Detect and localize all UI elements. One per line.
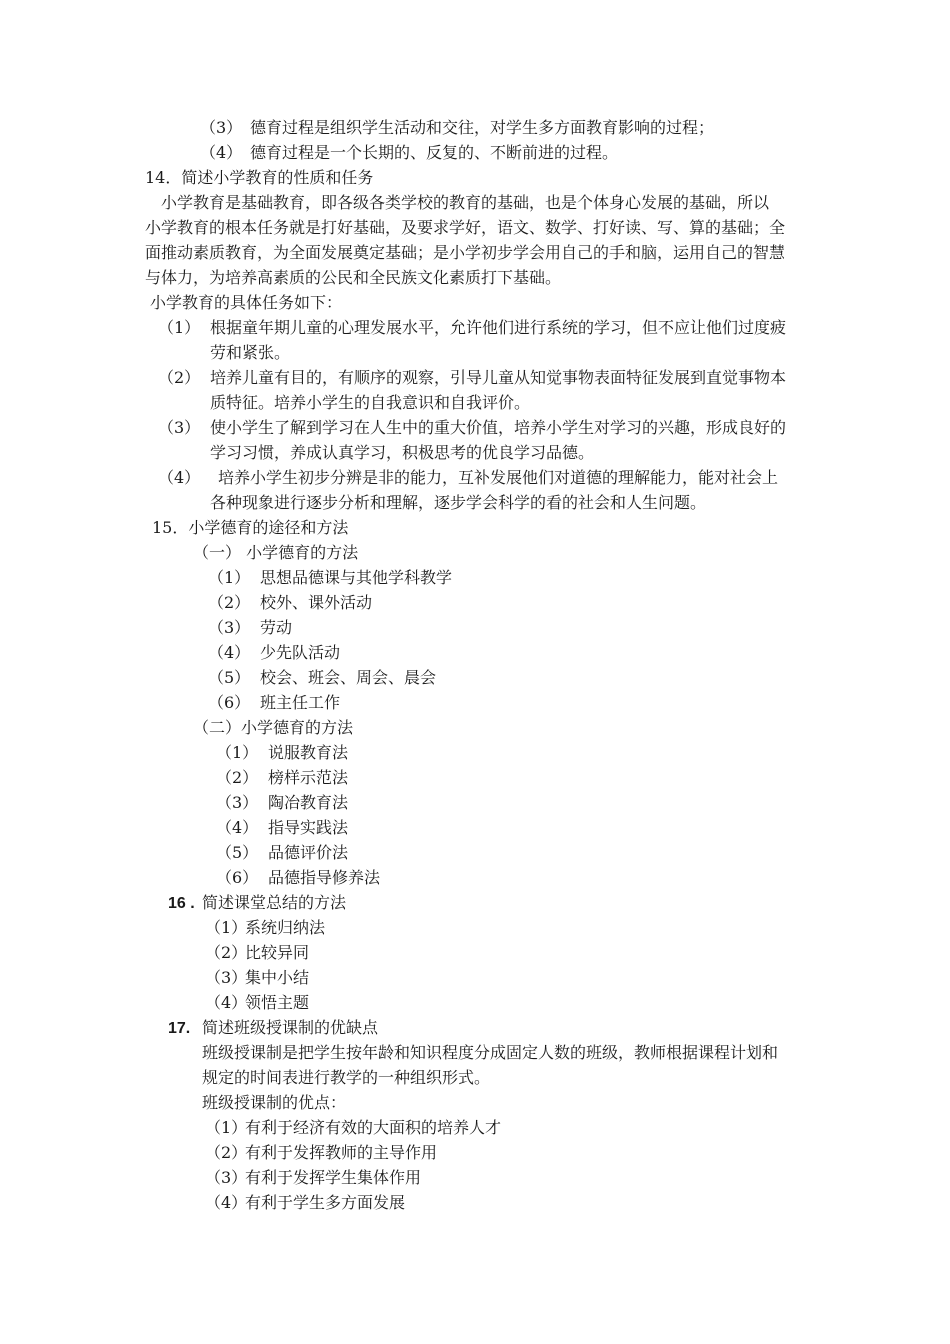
paragraph-line: 与体力，为培养高素质的公民和全民族文化素质打下基础。 [145,268,562,287]
item-number: （1） [205,918,248,937]
item-number: （3） [205,1168,248,1187]
item-number: （6） [216,868,259,887]
item-number: （4） [200,143,243,162]
item-text: 有利于发挥学生集体作用 [245,1168,422,1187]
question-number: 16 . [168,895,195,912]
list-item [205,991,309,1015]
item-number: （3） [205,968,248,987]
section-heading: （一） 小学德育的方法 [193,543,359,562]
paragraph-line: 规定的时间表进行教学的一种组织形式。 [202,1068,491,1087]
list-item [205,1116,501,1140]
list-item [208,666,436,690]
list-item [200,141,618,165]
list-item [208,616,292,640]
list-item [216,791,348,815]
item-number: （1） [216,743,259,762]
question-number: 17. [168,1020,191,1037]
item-text: 思想品德课与其他学科教学 [260,568,453,587]
list-item [205,1166,421,1190]
item-number: （2） [216,768,259,787]
item-text: 领悟主题 [245,993,310,1012]
item-text: 有利于发挥教师的主导作用 [245,1143,438,1162]
list-item [208,591,372,615]
question-title: 14．简述小学教育的性质和任务 [145,168,374,187]
item-number: （4） [205,1193,248,1212]
tasks-intro: 小学教育的具体任务如下： [150,293,343,312]
item-text: 比较异同 [245,943,310,962]
list-item [205,1141,437,1165]
list-item [205,1191,405,1215]
question-heading [168,891,346,916]
item-text: 德育过程是组织学生活动和交往，对学生多方面教育影响的过程； [250,118,715,137]
paragraph-line: 小学教育的根本任务就是打好基础，及要求学好，语文、数学、打好读、写、算的基础；全 [145,218,786,237]
list-item [216,741,348,765]
item-text: 有利于经济有效的大面积的培养人才 [245,1118,502,1137]
task-number: （1） [158,318,201,337]
advantages-intro: 班级授课制的优点： [202,1093,347,1112]
item-text: 少先队活动 [260,643,341,662]
task-line: 使小学生了解到学习在人生中的重大价值，培养小学生对学习的兴趣，形成良好的 [210,418,787,437]
task-number: （2） [158,368,201,387]
question-title: 简述班级授课制的优缺点 [202,1018,379,1037]
question-title: 15．小学德育的途径和方法 [152,518,349,537]
item-number: （5） [216,843,259,862]
item-text: 品德指导修养法 [268,868,381,887]
item-number: （2） [208,593,251,612]
list-item [208,641,340,665]
task-number: （4） [158,468,201,487]
task-line: 劳和紧张。 [210,343,291,362]
item-text: 校会、班会、周会、晨会 [260,668,437,687]
task-line: 各种现象进行逐步分析和理解，逐步学会科学的看的社会和人生问题。 [210,493,707,512]
question-heading [168,1016,378,1041]
list-item [216,841,348,865]
item-number: （3） [200,118,243,137]
list-item [205,916,325,940]
item-text: 劳动 [260,618,293,637]
paragraph-line: 面推动素质教育，为全面发展奠定基础；是小学初步学会用自己的手和脑，运用自己的智慧 [145,243,786,262]
item-text: 系统归纳法 [245,918,326,937]
question-title: 简述课堂总结的方法 [202,893,347,912]
item-text: 榜样示范法 [268,768,349,787]
item-text: 有利于学生多方面发展 [245,1193,406,1212]
item-number: （3） [216,793,259,812]
item-text: 品德评价法 [268,843,349,862]
list-item [216,816,348,840]
list-item [205,941,309,965]
item-text: 说服教育法 [268,743,349,762]
item-number: （1） [208,568,251,587]
paragraph-line: 班级授课制是把学生按年龄和知识程度分成固定人数的班级，教师根据课程计划和 [202,1043,779,1062]
item-text: 德育过程是一个长期的、反复的、不断前进的过程。 [250,143,619,162]
item-number: （4） [205,993,248,1012]
item-text: 指导实践法 [268,818,349,837]
task-number: （3） [158,418,201,437]
item-text: 班主任工作 [260,693,341,712]
paragraph-line: 小学教育是基础教育，即各级各类学校的教育的基础，也是个体身心发展的基础，所以 [161,193,770,212]
task-line: 培养小学生初步分辨是非的能力，互补发展他们对道德的理解能力，能对社会上 [218,468,779,487]
item-number: （2） [205,943,248,962]
item-text: 校外、课外活动 [260,593,373,612]
item-text: 集中小结 [245,968,310,987]
section-heading: （二）小学德育的方法 [193,718,354,737]
item-number: （4） [216,818,259,837]
list-item [216,766,348,790]
list-item [216,866,380,890]
list-item [205,966,309,990]
item-number: （2） [205,1143,248,1162]
item-number: （4） [208,643,251,662]
item-text: 陶冶教育法 [268,793,349,812]
item-number: （6） [208,693,251,712]
task-line: 培养儿童有目的，有顺序的观察，引导儿童从知觉事物表面特征发展到直觉事物本 [210,368,787,387]
list-item [208,691,340,715]
item-number: （1） [205,1118,248,1137]
task-line: 学习习惯，养成认真学习，积极思考的优良学习品德。 [210,443,595,462]
item-number: （5） [208,668,251,687]
task-line: 质特征。培养小学生的自我意识和自我评价。 [210,393,531,412]
task-line: 根据童年期儿童的心理发展水平，允许他们进行系统的学习，但不应让他们过度疲 [210,318,787,337]
list-item [208,566,452,590]
item-number: （3） [208,618,251,637]
list-item [200,116,714,140]
